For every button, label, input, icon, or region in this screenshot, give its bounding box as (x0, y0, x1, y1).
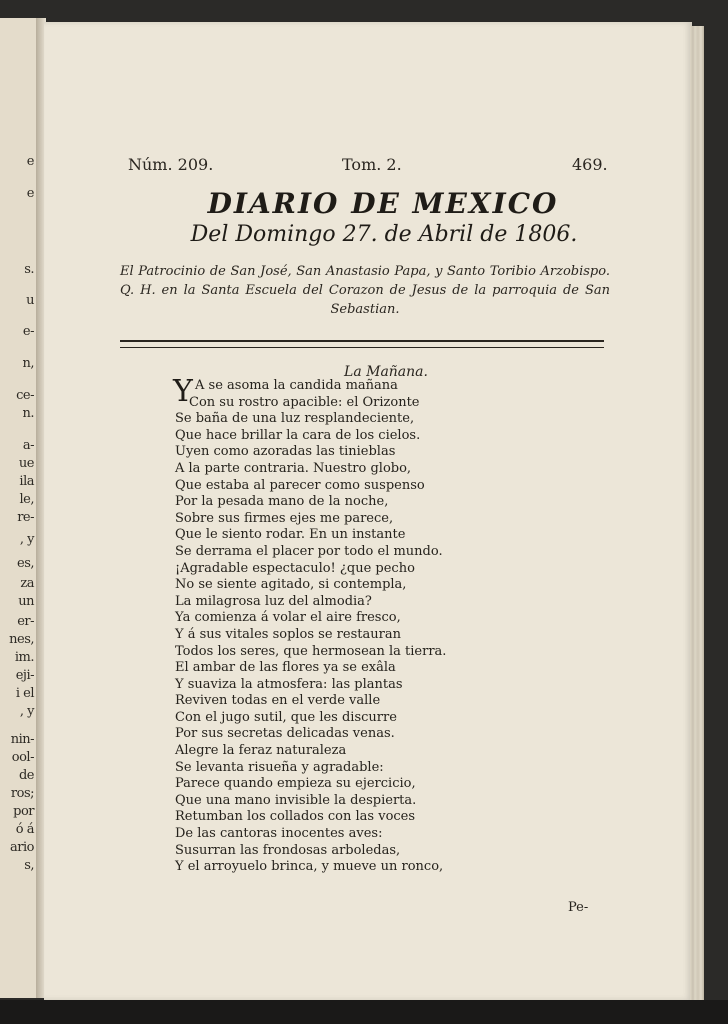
left-page-text-fragment: , y (19, 704, 34, 719)
left-page-text-fragment: ce- (16, 388, 34, 403)
left-page-text-fragment: za (20, 576, 34, 591)
poem-line: Todos los seres, que hermosean la tierra. (175, 643, 447, 659)
left-page-text-fragment: e- (22, 324, 34, 339)
left-page-text-fragment: u (26, 293, 34, 308)
left-page-text-fragment: , y (19, 532, 34, 547)
stacked-page-edges (690, 26, 704, 1000)
poem-body (173, 374, 615, 876)
poem-line: Se baña de una luz resplandeciente, (175, 411, 415, 427)
poem-line: A se asoma la candida mañana (195, 378, 398, 393)
poem-line: Se levanta risueña y agradable: (175, 759, 384, 775)
poem-line: Se derrama el placer por todo el mundo. (175, 543, 443, 559)
left-page-text-fragment: s. (24, 262, 34, 277)
left-page-text-fragment: e (26, 154, 34, 169)
left-page-text-fragment: ue (18, 456, 34, 471)
left-page-text-fragment: ó á (15, 822, 34, 837)
poem-line: El ambar de las flores ya se exâla (175, 660, 396, 676)
left-page-text-fragment: por (13, 804, 34, 819)
poem-line: Y suaviza la atmosfera: las plantas (175, 676, 403, 692)
masthead-title: DIARIO DE MEXICO (207, 187, 559, 220)
left-page-text-fragment: un (18, 594, 34, 609)
poem-line: Ya comienza á volar el aire fresco, (175, 610, 401, 626)
poem-line: A la parte contraria. Nuestro globo, (175, 460, 412, 476)
poem-line: Alegre la feraz naturaleza (175, 743, 347, 759)
poem-line: Uyen como azoradas las tinieblas (175, 444, 396, 460)
left-facing-page (0, 18, 38, 998)
left-page-text-fragment: le, (19, 492, 34, 507)
poem-line: Retumban los collados con las voces (175, 809, 416, 825)
left-page-text-fragment: n. (22, 406, 34, 421)
catchword: Pe- (568, 900, 589, 915)
left-page-text-fragment: ros; (10, 786, 34, 801)
left-page-text-fragment: nin- (10, 732, 34, 747)
poem-line: Y el arroyuelo brinca, y mueve un ronco, (175, 859, 444, 875)
poem-line: Sobre sus firmes ejes me parece, (175, 510, 394, 526)
poem-line: De las cantoras inocentes aves: (175, 826, 383, 842)
left-page-text-fragment: n, (22, 356, 34, 371)
poem-line: Reviven todas en el verde valle (175, 693, 381, 709)
left-page-text-fragment: a- (22, 438, 34, 453)
left-page-text-fragment: ool- (11, 750, 34, 765)
newspaper-page (44, 22, 692, 1000)
poem-title: La Mañana. (344, 364, 428, 380)
poem-line: Que le siento rodar. En un instante (175, 527, 406, 543)
poem-line: ¡Agradable espectaculo! ¿que pecho (175, 560, 415, 576)
poem-line: Que hace brillar la cara de los cielos. (175, 427, 421, 443)
page-number: 469. (572, 155, 608, 174)
poem-line: Que estaba al parecer como suspenso (175, 477, 425, 493)
volume-number: Tom. 2. (342, 155, 402, 174)
poem-line: Susurran las frondosas arboledas, (175, 842, 401, 858)
poem-line: Parece quando empieza su ejercicio, (175, 776, 416, 792)
saints-of-the-day: El Patrocinio de San José, San Anastasio Papa, y Santo Toribio Arzobispo. Q. H. en la Santa Escuela del Corazon de Jesus de la parroquia de San Sebastian. (120, 264, 610, 317)
left-page-text-fragment: re- (17, 510, 34, 525)
book-cover-edge (0, 1000, 728, 1024)
poem-line: Por sus secretas delicadas venas. (175, 726, 395, 742)
left-page-text-fragment: e (26, 186, 34, 201)
poem-line: Por la pesada mano de la noche, (175, 494, 389, 510)
left-page-text-fragment: s, (24, 858, 34, 873)
left-page-text-fragment: er- (17, 614, 34, 629)
left-page-text-fragment: es, (17, 556, 34, 571)
header-rule (120, 340, 604, 348)
issue-number: Núm. 209. (128, 155, 214, 174)
poem-line: Con el jugo sutil, que les discurre (175, 709, 397, 725)
poem-line: Con su rostro apacible: el Orizonte (189, 394, 420, 410)
left-page-text-fragment: nes, (9, 632, 34, 647)
left-page-text-fragment: i el (15, 686, 34, 701)
left-page-text-fragment: im. (14, 650, 34, 665)
poem-line: Y á sus vitales soplos se restauran (175, 626, 401, 642)
left-page-text-fragment: de (18, 768, 34, 783)
poem-line: Que una mano invisible la despierta. (175, 792, 417, 808)
left-page-text-fragment: eji- (15, 668, 34, 683)
dateline: Del Domingo 27. de Abril de 1806. (190, 222, 578, 247)
drop-cap: Y (173, 374, 193, 409)
left-page-text-fragment: ila (19, 474, 34, 489)
left-page-text-fragment: ario (10, 840, 34, 855)
poem-line: La milagrosa luz del almodia? (175, 593, 372, 609)
poem-line: No se siente agitado, si contempla, (175, 577, 407, 593)
